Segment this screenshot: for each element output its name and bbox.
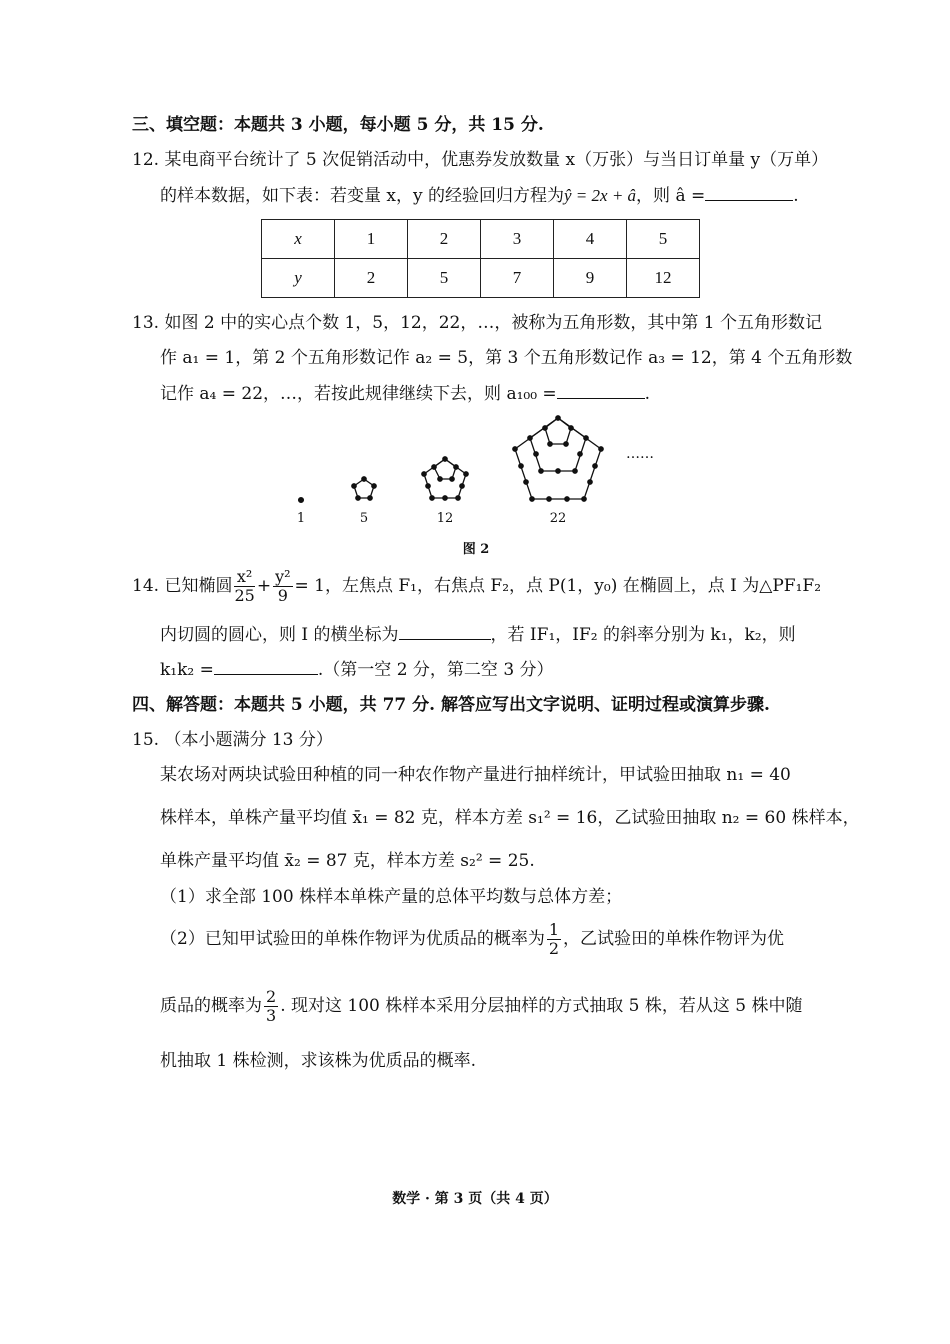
q12-text-1: 某电商平台统计了 5 次促销活动中，优惠券发放数量 x（万张）与当日订单量 y（万单） — [164, 150, 829, 170]
q15-part1: （1）求全部 100 株样本单株产量的总体平均数与总体方差； — [160, 887, 623, 907]
figure-label-5: 5 — [359, 511, 369, 526]
q12-line2 — [160, 184, 799, 207]
q15-number: 15. — [132, 730, 160, 750]
q14-line3 — [160, 658, 554, 681]
q15-line1: 某农场对两块试验田种植的同一种农作物产量进行抽样统计，甲试验田抽取 n₁ = 40 — [160, 765, 791, 785]
table-cell: 12 — [627, 259, 700, 298]
table-row — [262, 220, 700, 259]
section4-heading: 四、解答题：本题共 5 小题，共 77 分. 解答应写出文字说明、证明过程或演算步骤. — [132, 695, 770, 715]
figure-label-1: 1 — [296, 511, 306, 526]
q13-end: . — [644, 384, 651, 404]
q14-answer-blank-2[interactable] — [214, 658, 318, 675]
q14-text-pre: 已知椭圆 — [164, 576, 233, 596]
pentagon-large — [515, 418, 601, 499]
q15-fraction-two-thirds: $\frac{2}{3}$ — [266, 987, 277, 1025]
section3-heading: 三、填空题：本题共 3 小题，每小题 5 分，共 15 分. — [132, 115, 544, 135]
q13-answer-blank[interactable] — [557, 382, 645, 399]
figure-ellipsis: …… — [626, 446, 654, 462]
q14-line1 — [132, 568, 821, 605]
pentagon-dots-22 — [513, 416, 603, 501]
q12-text-2a: 的样本数据，如下表：若变量 x，y 的经验回归方程为 — [160, 186, 564, 206]
q14-text-3b: .（第一空 2 分，第二空 3 分） — [317, 660, 554, 680]
table-cell: 2 — [408, 220, 481, 259]
table-cell: 1 — [335, 220, 408, 259]
q15-part2-line3: 机抽取 1 株检测，求该株为优质品的概率. — [160, 1051, 477, 1071]
page-footer: 数学 · 第 3 页（共 4 页） — [392, 1191, 558, 1207]
q15-part2-text-a: （2）已知甲试验田的单株作物评为优质品的概率为 — [160, 929, 545, 949]
figure-label-12: 12 — [436, 511, 454, 526]
q14-fraction-y: $\frac{\text{y²}}{9}$ — [275, 567, 291, 605]
table-cell: 5 — [627, 220, 700, 259]
q14-text-2b: ，若 IF₁，IF₂ 的斜率分别为 k₁，k₂，则 — [490, 625, 796, 645]
table-cell: 7 — [481, 259, 554, 298]
table-cell: x — [262, 220, 335, 259]
table-cell: y — [262, 259, 335, 298]
table-cell: 3 — [481, 220, 554, 259]
q13-line1 — [132, 312, 822, 334]
table-row — [262, 259, 700, 298]
q15-part2-line1 — [160, 920, 784, 958]
q13-text-3: 记作 a₄ = 22，…，若按此规律继续下去，则 a₁₀₀ = — [160, 384, 557, 404]
q14-text-3a: k₁k₂ = — [160, 660, 214, 680]
q13-number: 13. — [132, 313, 160, 333]
table-cell: 2 — [335, 259, 408, 298]
q12-answer-blank[interactable] — [705, 184, 793, 201]
q15-part2-text-c: 质品的概率为 — [160, 996, 262, 1016]
table-cell: 5 — [408, 259, 481, 298]
q14-line2 — [160, 623, 796, 646]
table-cell: 4 — [554, 220, 627, 259]
q12-line1 — [132, 149, 828, 171]
q12-end: . — [793, 186, 799, 206]
pentagonal-numbers-figure — [280, 405, 680, 555]
q15-fraction-half: $\frac{1}{2}$ — [548, 920, 560, 958]
pentagon-small — [354, 479, 374, 498]
q15-score: （本小题满分 13 分） — [164, 730, 333, 750]
q14-answer-blank-1[interactable] — [399, 623, 491, 640]
q15-part2-line2 — [160, 987, 803, 1025]
figure-label-22: 22 — [549, 511, 567, 526]
q15-part2-text-d: . 现对这 100 株样本采用分层抽样的方式抽取 5 株，若从这 5 株中随 — [280, 996, 803, 1016]
q13-line3 — [160, 382, 650, 405]
q14-fraction-x: $\frac{\text{x²}}{25}$ — [234, 567, 255, 605]
q12-regression: ŷ = 2x + â — [564, 186, 637, 205]
table-cell: 9 — [554, 259, 627, 298]
q13-line2: 作 a₁ = 1，第 2 个五角形数记作 a₂ = 5，第 3 个五角形数记作 a₃ = 12，第 4 个五角形数 — [160, 348, 853, 368]
q14-plus: + — [256, 576, 272, 596]
q14-text-post: = 1，左焦点 F₁，右焦点 F₂，点 P(1，y₀) 在椭圆上，点 I 为△PF₁F₂ — [294, 576, 822, 596]
q15-line3: 单株产量平均值 x̄₂ = 87 克，样本方差 s₂² = 25. — [160, 851, 535, 871]
q15-header — [132, 729, 333, 751]
figure-dot — [299, 498, 304, 503]
q12-text-2b: ，则 â = — [636, 186, 706, 206]
q15-line2: 株样本，单株产量平均值 x̄₁ = 82 克，样本方差 s₁² = 16，乙试验田抽取 n₂ = 60 株样本， — [160, 808, 860, 828]
q12-data-table — [261, 219, 700, 298]
q13-text-1: 如图 2 中的实心点个数 1，5，12，22，…，被称为五角形数，其中第 1 个五角形数记 — [164, 313, 822, 333]
q14-text-2a: 内切圆的圆心，则 I 的横坐标为 — [160, 625, 399, 645]
q14-number: 14. — [132, 576, 160, 596]
figure-caption: 图 2 — [462, 542, 490, 557]
q15-part2-text-b: ，乙试验田的单株作物评为优 — [563, 929, 785, 949]
q12-number: 12. — [132, 150, 160, 170]
